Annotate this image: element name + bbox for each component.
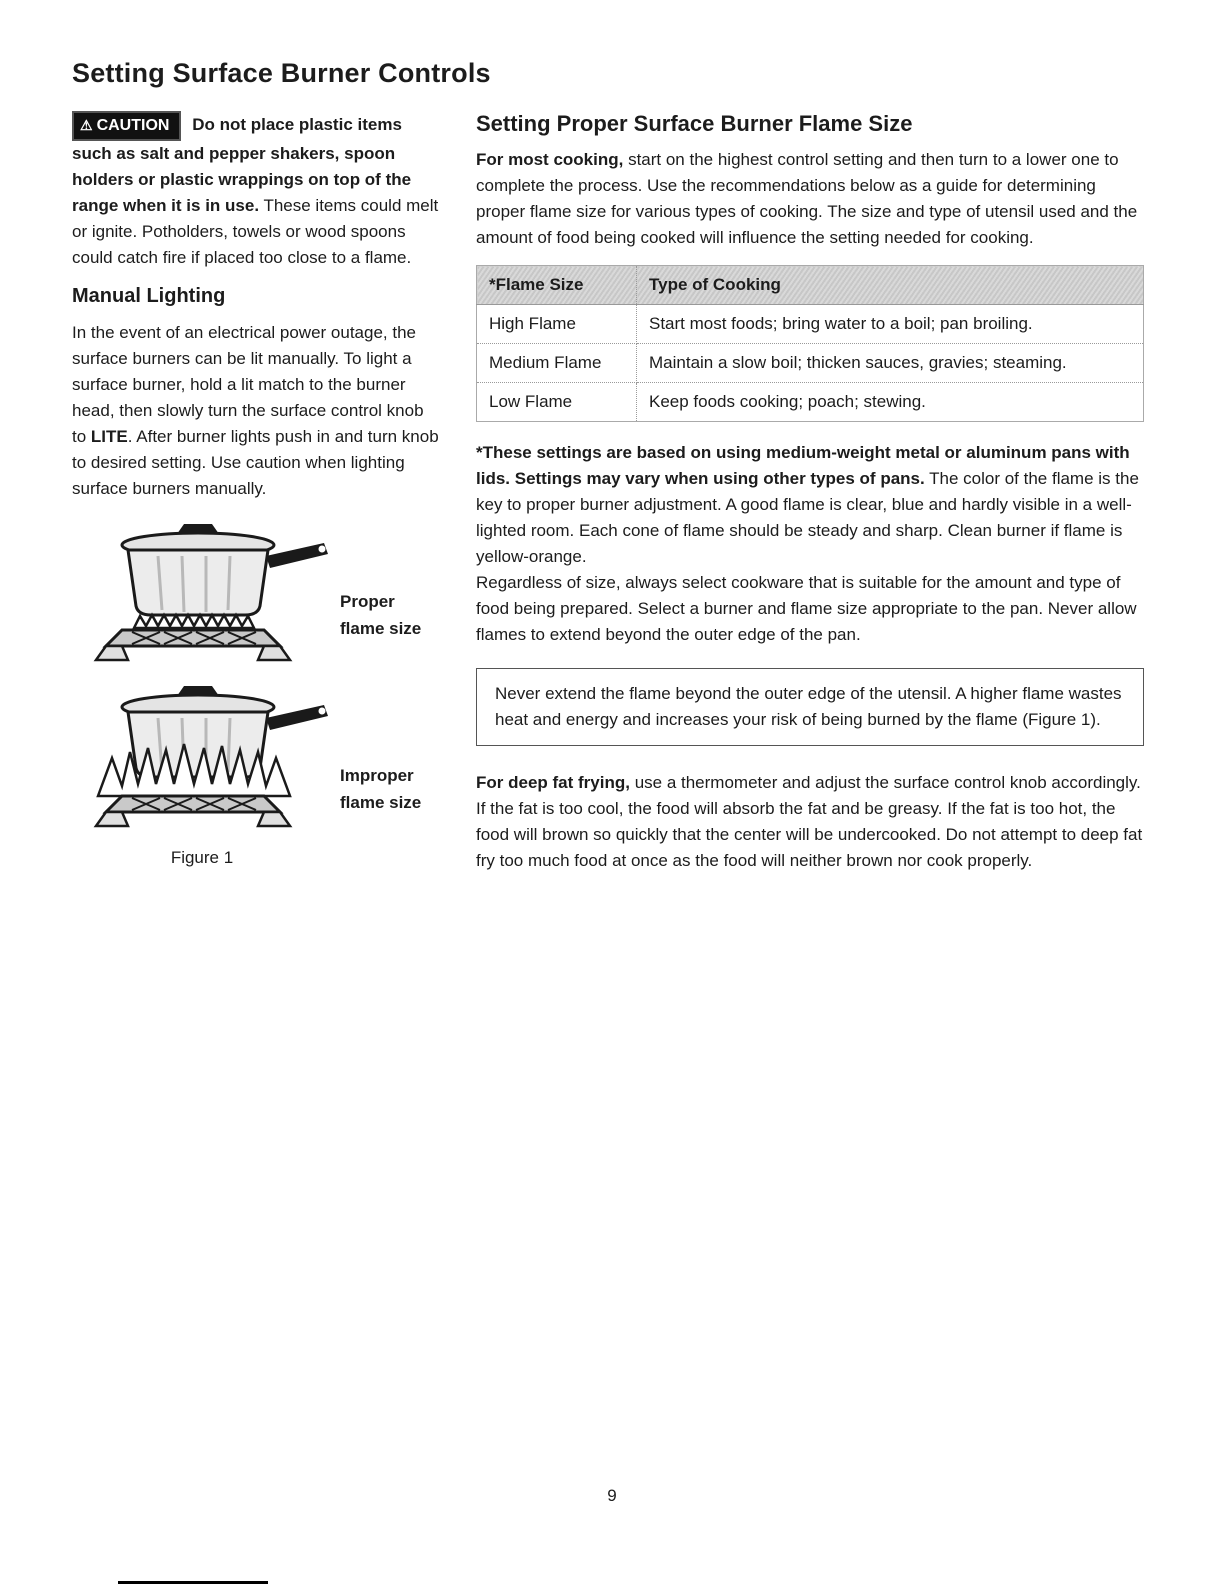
table-cell-cooking: Keep foods cooking; poach; stewing. <box>649 392 926 411</box>
figure-caption: Figure 1 <box>170 848 234 867</box>
proper-flame-label-line1: Proper <box>340 592 395 611</box>
table-row <box>477 344 1144 383</box>
settings-note-paragraph <box>476 440 1144 570</box>
flame-warning-box <box>476 668 1144 746</box>
table-cell-cooking: Start most foods; bring water to a boil; pan broiling. <box>637 305 1144 344</box>
page-number: 9 <box>607 1486 617 1505</box>
improper-flame-label-line1: Improper <box>340 766 414 785</box>
caution-body-text: These items could melt or ignite. Potholders, towels or wood spoons could catch fire if placed too close to a flame. <box>72 196 439 267</box>
settings-note-bold: *These settings are based on using medium-weight metal or aluminum pans with lids. Settings may vary when using other types of pans. <box>476 443 1130 488</box>
proper-flames <box>134 615 254 628</box>
settings-note-text: The color of the flame is the key to proper burner adjustment. A good flame is clear, blue and hardly visible in a well-lighted room. Each cone of flame should be steady and sharp. Clean burner if flame is yellow-orange. <box>476 469 1139 566</box>
flame-size-intro-text: start on the highest control setting and then turn to a lower one to complete the process. Use the recommendations below as a guide for determining proper flame size for various types of cooking. The size and type of utensil used and the amount of food being cooked will influence the setting needed for cooking. <box>476 150 1138 247</box>
flame-size-table-head <box>477 266 1144 305</box>
deep-fat-bold: For deep fat frying, <box>476 773 630 792</box>
table-row <box>477 305 1144 344</box>
improper-flame-pot-illustration <box>72 682 334 834</box>
flame-size-section-heading: Setting Proper Surface Burner Flame Size <box>476 111 913 136</box>
deep-fat-frying-paragraph <box>476 770 1144 874</box>
table-header-type-of-cooking: Type of Cooking <box>637 266 1144 305</box>
table-cell-cooking: Maintain a slow boil; thicken sauces, gravies; steaming. <box>637 344 1144 383</box>
improper-flame-figure <box>72 682 440 834</box>
caution-paragraph <box>72 111 440 271</box>
table-header-row <box>477 266 1144 305</box>
warning-triangle-icon: ⚠ <box>80 117 93 133</box>
proper-flame-label-line2: flame size <box>340 619 422 638</box>
improper-flame-label-line2: flame size <box>340 793 422 812</box>
flame-size-intro-bold: For most cooking, <box>476 150 624 169</box>
two-column-layout <box>72 111 1144 888</box>
lite-word: LITE <box>90 427 128 446</box>
caution-bold-text: Do not place plastic items such as salt and pepper shakers, spoon holders or plastic wrappings on top of the range when it is in use. <box>72 115 412 215</box>
caution-badge <box>72 111 181 141</box>
table-cell-flame: Low Flame <box>477 383 637 422</box>
right-column <box>476 111 1144 888</box>
proper-flame-pot-illustration <box>72 520 334 668</box>
proper-flame-label <box>340 588 421 668</box>
proper-flame-figure <box>72 520 440 668</box>
manual-lighting-paragraph <box>72 320 440 502</box>
improper-flame-label <box>340 762 421 834</box>
figure-1-block <box>72 520 440 868</box>
table-cell-flame: Medium Flame <box>477 344 637 383</box>
left-column <box>72 111 440 888</box>
manual-lighting-text-2: . After burner lights push in and turn knob to desired setting. Use caution when lighting surface burners manually. <box>72 427 439 498</box>
flame-warning-text: Never extend the flame beyond the outer edge of the utensil. A higher flame wastes heat and energy and increases your risk of being burned by the flame (Figure 1). <box>495 684 1122 729</box>
manual-lighting-text-1: In the event of an electrical power outage, the surface burners can be lit manually. To light a surface burner, hold a lit match to the burner head, then slowly turn the surface control knob to <box>72 323 424 446</box>
deep-fat-text: use a thermometer and adjust the surface control knob accordingly. If the fat is too cool, the food will absorb the fat and be greasy. If the fat is too hot, the food will brown so quickly that the center will be undercooked. Do not attempt to deep fat fry too much food at once as the food will neither brown nor cook properly. <box>476 773 1143 870</box>
cookware-paragraph: Regardless of size, always select cookware that is suitable for the amount and type of food being prepared. Select a burner and flame size appropriate to the pan. Never allow flames to extend beyond the outer edge of the pan. <box>476 573 1137 644</box>
flame-size-table <box>476 265 1144 422</box>
page-title: Setting Surface Burner Controls <box>72 58 491 88</box>
table-row <box>477 383 1144 422</box>
flame-size-table-body <box>477 305 1144 422</box>
caution-label: CAUTION <box>96 117 170 134</box>
table-header-flame-size: *Flame Size <box>477 266 637 305</box>
manual-lighting-heading: Manual Lighting <box>72 285 226 307</box>
flame-size-intro-paragraph <box>476 147 1144 251</box>
table-cell-flame: High Flame <box>477 305 637 344</box>
